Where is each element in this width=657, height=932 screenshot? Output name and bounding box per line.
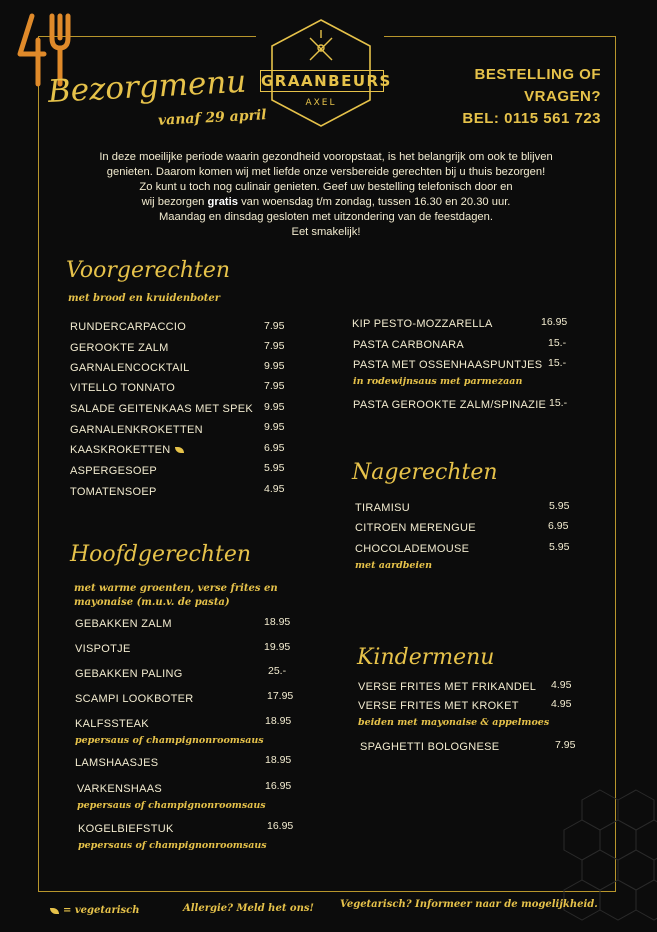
logo-name: GRAANBEURS [261,72,392,90]
intro-text [48,150,604,240]
section-note: met warme groenten, verse frites en [74,583,278,594]
menu-item-name: ASPERGESOEP [70,465,158,477]
menu-item-price: 5.95 [264,462,285,474]
menu-item-name: LAMSHAASJES [75,757,159,769]
contact-phone[interactable]: BEL: 0115 561 723 [462,110,601,127]
menu-item-price: 16.95 [265,780,292,792]
menu-item-name: SPAGHETTI BOLOGNESE [360,741,500,753]
menu-item-note: pepersaus of champignonroomsaus [78,840,267,851]
menu-item-name: VISPOTJE [75,643,131,655]
menu-subtitle: vanaf 29 april [157,107,267,129]
logo-subtext: AXEL [305,98,337,108]
menu-item-price: 17.95 [267,690,294,702]
menu-item-name: GEROOKTE ZALM [70,342,169,354]
menu-item-price: 16.95 [541,316,568,328]
menu-item-price: 16.95 [267,820,294,832]
menu-item-price: 7.95 [555,739,576,751]
menu-item-price: 5.95 [549,500,570,512]
menu-item-name: PASTA GEROOKTE ZALM/SPINAZIE [353,399,547,411]
section-title-voorgerechten: Voorgerechten [66,258,231,283]
menu-item-name: VITELLO TONNATO [70,382,176,394]
menu-item-name: SALADE GEITENKAAS MET SPEK [70,403,254,415]
menu-item-name: TOMATENSOEP [70,486,157,498]
menu-item-name: GEBAKKEN PALING [75,668,183,680]
menu-item-name: SCAMPI LOOKBOTER [75,693,194,705]
menu-item-name: KIP PESTO-MOZZARELLA [352,318,493,330]
menu-item-price: 5.95 [549,541,570,553]
menu-item-price: 15.- [548,357,567,369]
menu-item-price: 9.95 [264,421,285,433]
menu-item-price: 6.95 [548,520,569,532]
menu-item-price: 9.95 [264,401,285,413]
menu-item-name: GARNALENKROKETTEN [70,424,203,436]
section-title-hoofdgerechten: Hoofdgerechten [70,542,252,567]
menu-item-name: CITROEN MERENGUE [355,522,476,534]
menu-item-note: pepersaus of champignonroomsaus [77,800,266,811]
menu-item-name: CHOCOLADEMOUSE [355,543,470,555]
footer-vegetarian-legend: = vegetarisch [50,905,140,916]
menu-item-name: PASTA CARBONARA [353,339,465,351]
menu-item-price: 25.- [268,665,287,677]
menu-item-name: PASTA MET OSSENHAASPUNTJES [353,359,543,371]
restaurant-logo [258,18,392,128]
intro-line: Eet smakelijk! [291,226,361,238]
menu-item-name: GARNALENCOCKTAIL [70,362,190,374]
menu-item-price: 18.95 [265,715,292,727]
menu-item-name: KOGELBIEFSTUK [78,823,174,835]
menu-item-price: 9.95 [264,360,285,372]
menu-item-price: 7.95 [264,340,285,352]
menu-item-price: 15.- [548,337,567,349]
menu-item-name: KAASKROKETTEN [70,444,184,456]
menu-item-price: 18.95 [265,754,292,766]
section-note: mayonaise (m.u.v. de pasta) [74,597,230,608]
intro-line: wij bezorgen gratis van woensdag t/m zondag, tussen 16.30 en 20.30 uur. [141,196,511,208]
menu-item-name: VERSE FRITES MET KROKET [358,700,519,712]
vegetarian-leaf-icon [50,908,59,914]
menu-item-price: 4.95 [551,679,572,691]
contact-info [395,64,601,130]
intro-line: genieten. Daarom komen wij met liefde onze versbereide gerechten bij u thuis bezorgen! [106,166,546,178]
menu-item-name: VERSE FRITES MET FRIKANDEL [358,681,537,693]
vegetarian-leaf-icon [175,447,184,453]
intro-line: In deze moeilijke periode waarin gezondheid vooropstaat, is het belangrijk om ook te blijven [99,151,553,163]
menu-item-note: met aardbeien [355,560,432,571]
menu-title: Bezorgmenu [47,63,248,110]
menu-item-name: GEBAKKEN ZALM [75,618,172,630]
menu-item-name: TIRAMISU [355,502,410,514]
menu-item-name: KALFSSTEAK [75,718,149,730]
menu-item-price: 6.95 [264,442,285,454]
menu-item-price: 7.95 [264,320,285,332]
menu-item-price: 4.95 [264,483,285,495]
frame-top-line-right [384,36,616,37]
menu-item-price: 4.95 [551,698,572,710]
intro-line: Maandag en dinsdag gesloten met uitzondering van de feestdagen. [158,211,493,223]
footer-allergy: Allergie? Meld het ons! [183,903,314,914]
contact-question: BESTELLING OF VRAGEN? [474,66,601,105]
menu-item-note: beiden met mayonaise & appelmoes [358,717,550,728]
menu-item-price: 19.95 [264,641,291,653]
menu-item-price: 7.95 [264,380,285,392]
section-title-nagerechten: Nagerechten [352,460,498,485]
menu-item-price: 15.- [549,397,568,409]
intro-line: Zo kunt u toch nog culinair genieten. Geef uw bestelling telefonisch door en [139,181,513,193]
footer-vegetarian-info: Vegetarisch? Informeer naar de mogelijkheid. [340,899,598,910]
menu-item-price: 18.95 [264,616,291,628]
menu-item-name: RUNDERCARPACCIO [70,321,187,333]
menu-item-name: VARKENSHAAS [77,783,163,795]
section-note: met brood en kruidenboter [68,293,221,304]
menu-item-note: pepersaus of champignonroomsaus [75,735,264,746]
section-title-kindermenu: Kindermenu [357,645,495,670]
menu-item-note: in rodewijnsaus met parmezaan [353,376,523,387]
